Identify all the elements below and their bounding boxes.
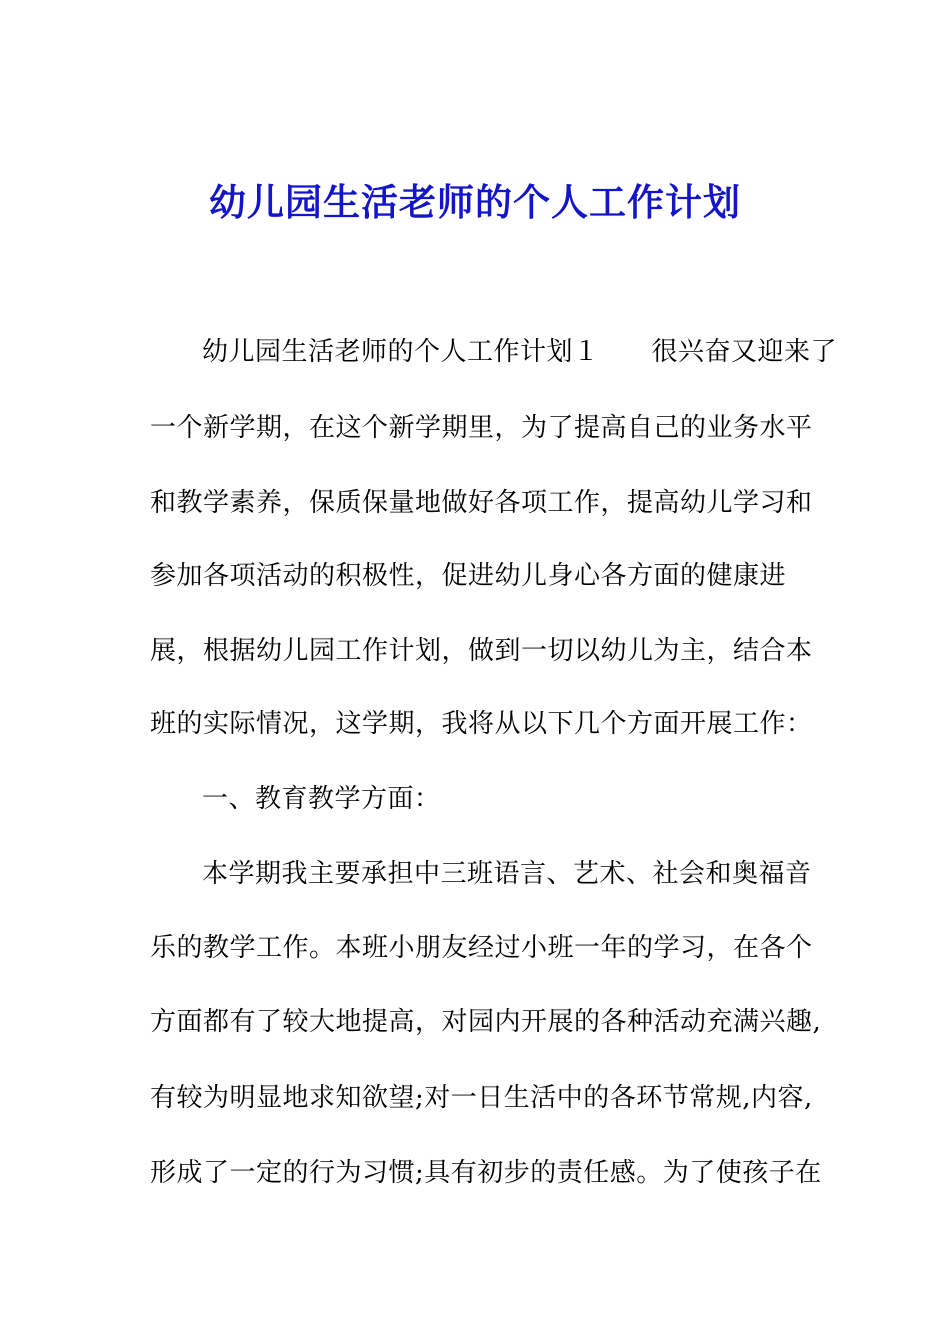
paragraph-line-4: 参加各项活动的积极性，促进幼儿身心各方面的健康进	[150, 561, 787, 591]
paragraph-line-11: 有较为明显地求知欲望;对一日生活中的各环节常规,内容,	[150, 1083, 813, 1113]
paragraph-line-12: 形成了一定的行为习惯;具有初步的责任感。为了使孩子在	[150, 1158, 822, 1188]
paragraph-line-6: 班的实际情况，这学期，我将从以下几个方面开展工作：	[150, 709, 813, 739]
paragraph-text: 很兴奋又迎来了	[651, 337, 838, 367]
section-heading: 一、教育教学方面：	[202, 784, 441, 814]
paragraph-line-3: 和教学素养，保质保量地做好各项工作，提高幼儿学习和	[150, 488, 813, 518]
paragraph-line-2: 一个新学期，在这个新学期里，为了提高自己的业务水平	[150, 413, 813, 443]
paragraph-line-5: 展，根据幼儿园工作计划，做到一切以幼儿为主，结合本	[150, 636, 813, 666]
section-heading-inline: 幼儿园生活老师的个人工作计划１	[202, 337, 600, 367]
paragraph-line-1	[150, 334, 862, 370]
paragraph-line-9: 乐的教学工作。本班小朋友经过小班一年的学习，在各个	[150, 933, 813, 963]
paragraph-line-10: 方面都有了较大地提高，对园内开展的各种活动充满兴趣,	[150, 1007, 822, 1037]
paragraph-line-8: 本学期我主要承担中三班语言、艺术、社会和奥福音	[202, 859, 812, 889]
document-title: 幼儿园生活老师的个人工作计划	[209, 181, 741, 224]
